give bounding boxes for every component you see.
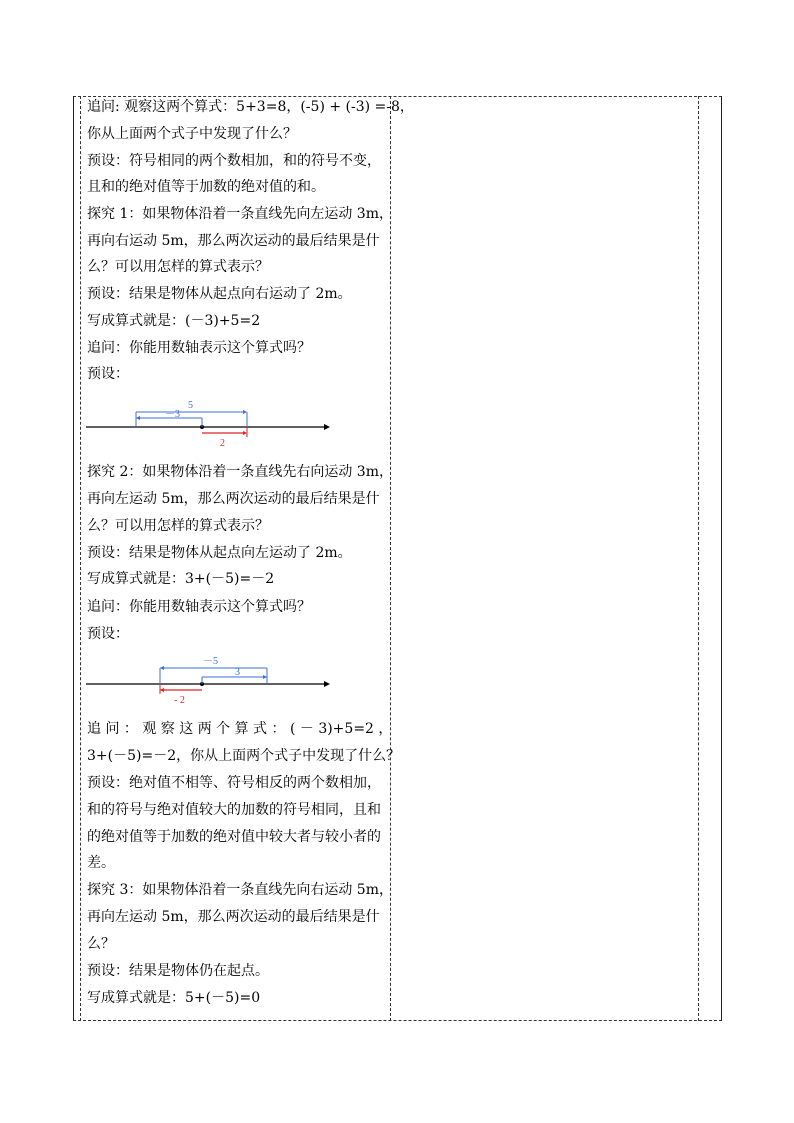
table-right-border	[721, 96, 722, 1021]
number-line-diagram-1	[80, 396, 380, 456]
text-line: 预设：符号相同的两个数相加，和的符号不变，	[87, 153, 381, 169]
text-line: 预设：	[87, 626, 129, 642]
text-line: 么？可以用怎样的算式表示？	[87, 259, 269, 275]
label-result: 2	[220, 438, 225, 449]
segment-minus-three-arrow	[136, 416, 140, 420]
text-line: 追 问 ： 观 察 这 两 个 算 式 ： ( － 3)+5=2 ，	[87, 721, 393, 737]
label-five: 5	[188, 400, 193, 411]
result-segment-arrow	[243, 431, 247, 435]
text-line: 探究 2：如果物体沿着一条直线先右向运动 3m，	[87, 464, 393, 480]
table-left-border	[73, 96, 74, 1021]
number-line-diagram-2	[80, 653, 380, 713]
text-line: 探究 1：如果物体沿着一条直线先向左运动 3m，	[87, 206, 393, 222]
label-minus-three: －3	[165, 409, 180, 420]
text-line: 再向左运动 5m，那么两次运动的最后结果是什	[87, 491, 380, 507]
text-line: 预设：	[87, 366, 129, 382]
text-line: 写成算式就是：3+(－5)=－2	[87, 571, 275, 587]
label-minus-five: －5	[203, 656, 218, 667]
text-line: 预设：结果是物体从起点向右运动了 2m。	[87, 286, 352, 302]
segment-five-arrow	[243, 410, 247, 414]
text-line: 追问：你能用数轴表示这个算式吗？	[87, 599, 311, 615]
segment-minus-five-arrow	[160, 666, 164, 670]
text-line: 的绝对值等于加数的绝对值中较大者与较小者的	[87, 829, 381, 845]
text-line: 你从上面两个式子中发现了什么？	[87, 126, 297, 142]
text-line: 写成算式就是：5+(－5)=0	[87, 990, 261, 1006]
result-segment-arrow	[160, 688, 164, 692]
text-line: 追问: 观察这两个算式：5+3=8，(-5) + (-3) =-8，	[87, 99, 414, 115]
segment-three-arrow	[263, 675, 267, 679]
text-line: 3+(－5)=－2，你从上面两个式子中发现了什么？	[87, 748, 401, 764]
text-line: 预设：结果是物体从起点向左运动了 2m。	[87, 545, 352, 561]
label-three: 3	[235, 667, 240, 678]
axis-arrow	[324, 424, 330, 430]
text-line: 写成算式就是：(－3)+5=2	[87, 313, 261, 329]
text-line: 预设：绝对值不相等、符号相反的两个数相加，	[87, 775, 381, 791]
text-line: 和的符号与绝对值较大的加数的符号相同，且和	[87, 802, 381, 818]
text-line: 再向左运动 5m，那么两次运动的最后结果是什	[87, 909, 380, 925]
text-line: 且和的绝对值等于加数的绝对值的和。	[87, 179, 325, 195]
column-divider-3	[698, 96, 699, 1021]
text-line: 差。	[87, 855, 115, 871]
text-line: 么？	[87, 936, 115, 952]
lesson-content-cell	[80, 96, 414, 1021]
text-line: 探究 3：如果物体沿着一条直线先向右运动 5m，	[87, 882, 393, 898]
text-line: 预设：结果是物体仍在起点。	[87, 963, 269, 979]
text-line: 再向右运动 5m，那么两次运动的最后结果是什	[87, 233, 380, 249]
text-line: 追问：你能用数轴表示这个算式吗？	[87, 340, 311, 356]
axis-arrow	[324, 681, 330, 687]
label-result: - 2	[174, 695, 185, 706]
text-line: 么？可以用怎样的算式表示？	[87, 518, 269, 534]
